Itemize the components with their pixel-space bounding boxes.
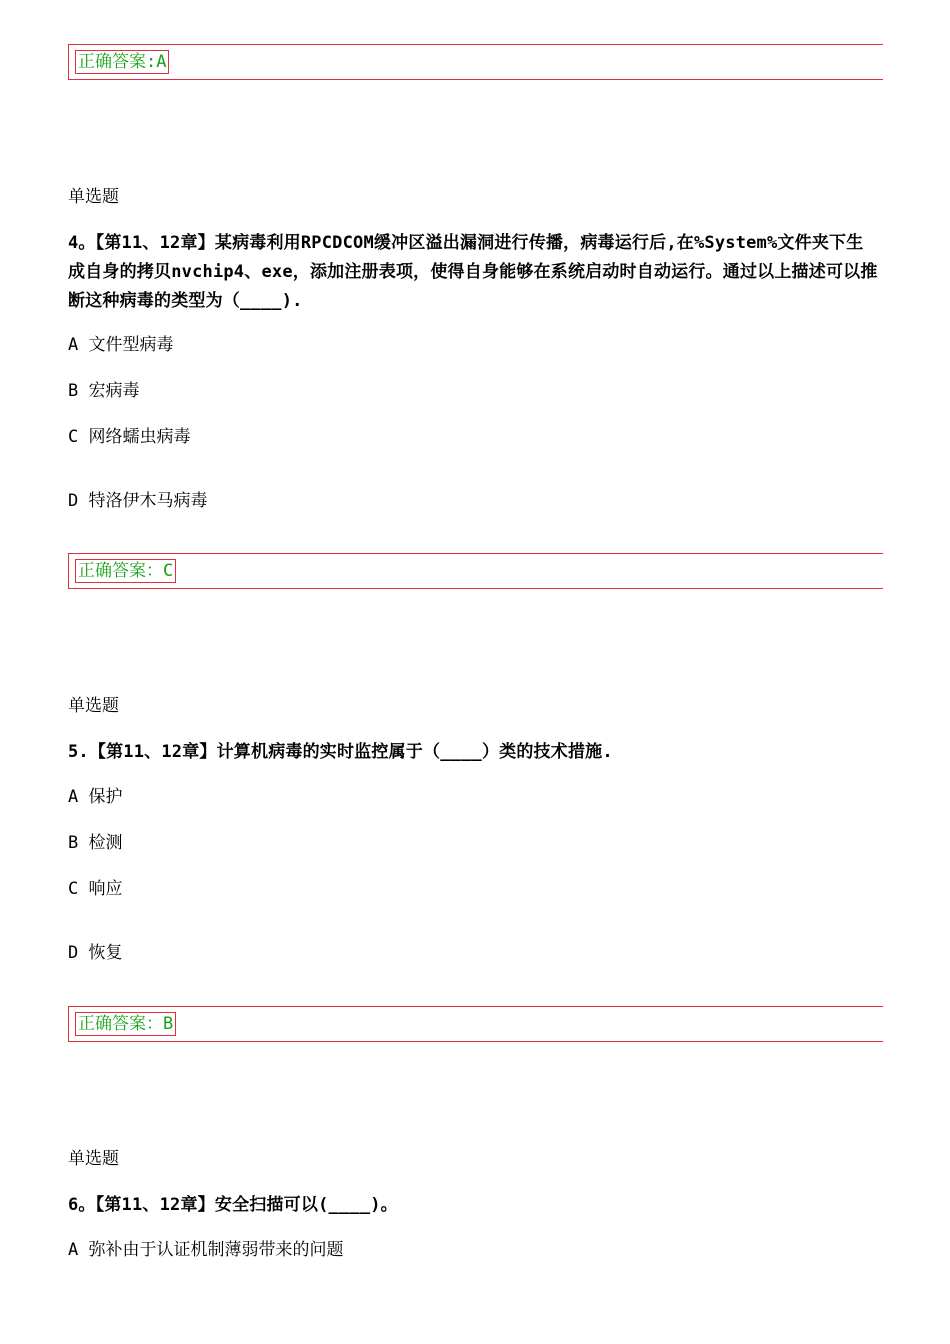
answer-box	[68, 553, 883, 589]
option-d: D 恢复	[68, 943, 123, 963]
answer-text: 正确答案：B	[75, 1012, 176, 1036]
option-c: C 响应	[68, 879, 123, 899]
answer-text: 正确答案:A	[75, 50, 169, 74]
question-text: 6。【第11、12章】安全扫描可以(____)。	[68, 1195, 398, 1215]
question-type-label: 单选题	[68, 696, 119, 716]
question-text: 5.【第11、12章】计算机病毒的实时监控属于（____）类的技术措施.	[68, 742, 613, 762]
answer-box	[68, 44, 883, 80]
option-d: D 特洛伊木马病毒	[68, 491, 208, 511]
question-type-label: 单选题	[68, 187, 119, 207]
answer-box	[68, 1006, 883, 1042]
option-b: B 宏病毒	[68, 381, 140, 401]
answer-text: 正确答案：C	[75, 559, 176, 583]
option-a: A 保护	[68, 787, 123, 807]
question-type-label: 单选题	[68, 1149, 119, 1169]
question-text: 4。【第11、12章】某病毒利用RPCDCOM缓冲区溢出漏洞进行传播，病毒运行后,在%System%文件夹下生成自身的拷贝nvchip4、exe，添加注册表项，使得自身能够在系统启动时自动运行。通过以上描述可以推断这种病毒的类型为（____).	[68, 233, 878, 311]
option-c: C 网络蠕虫病毒	[68, 427, 191, 447]
option-b: B 检测	[68, 833, 123, 853]
option-a: A 弥补由于认证机制薄弱带来的问题	[68, 1240, 344, 1260]
option-a: A 文件型病毒	[68, 335, 174, 355]
